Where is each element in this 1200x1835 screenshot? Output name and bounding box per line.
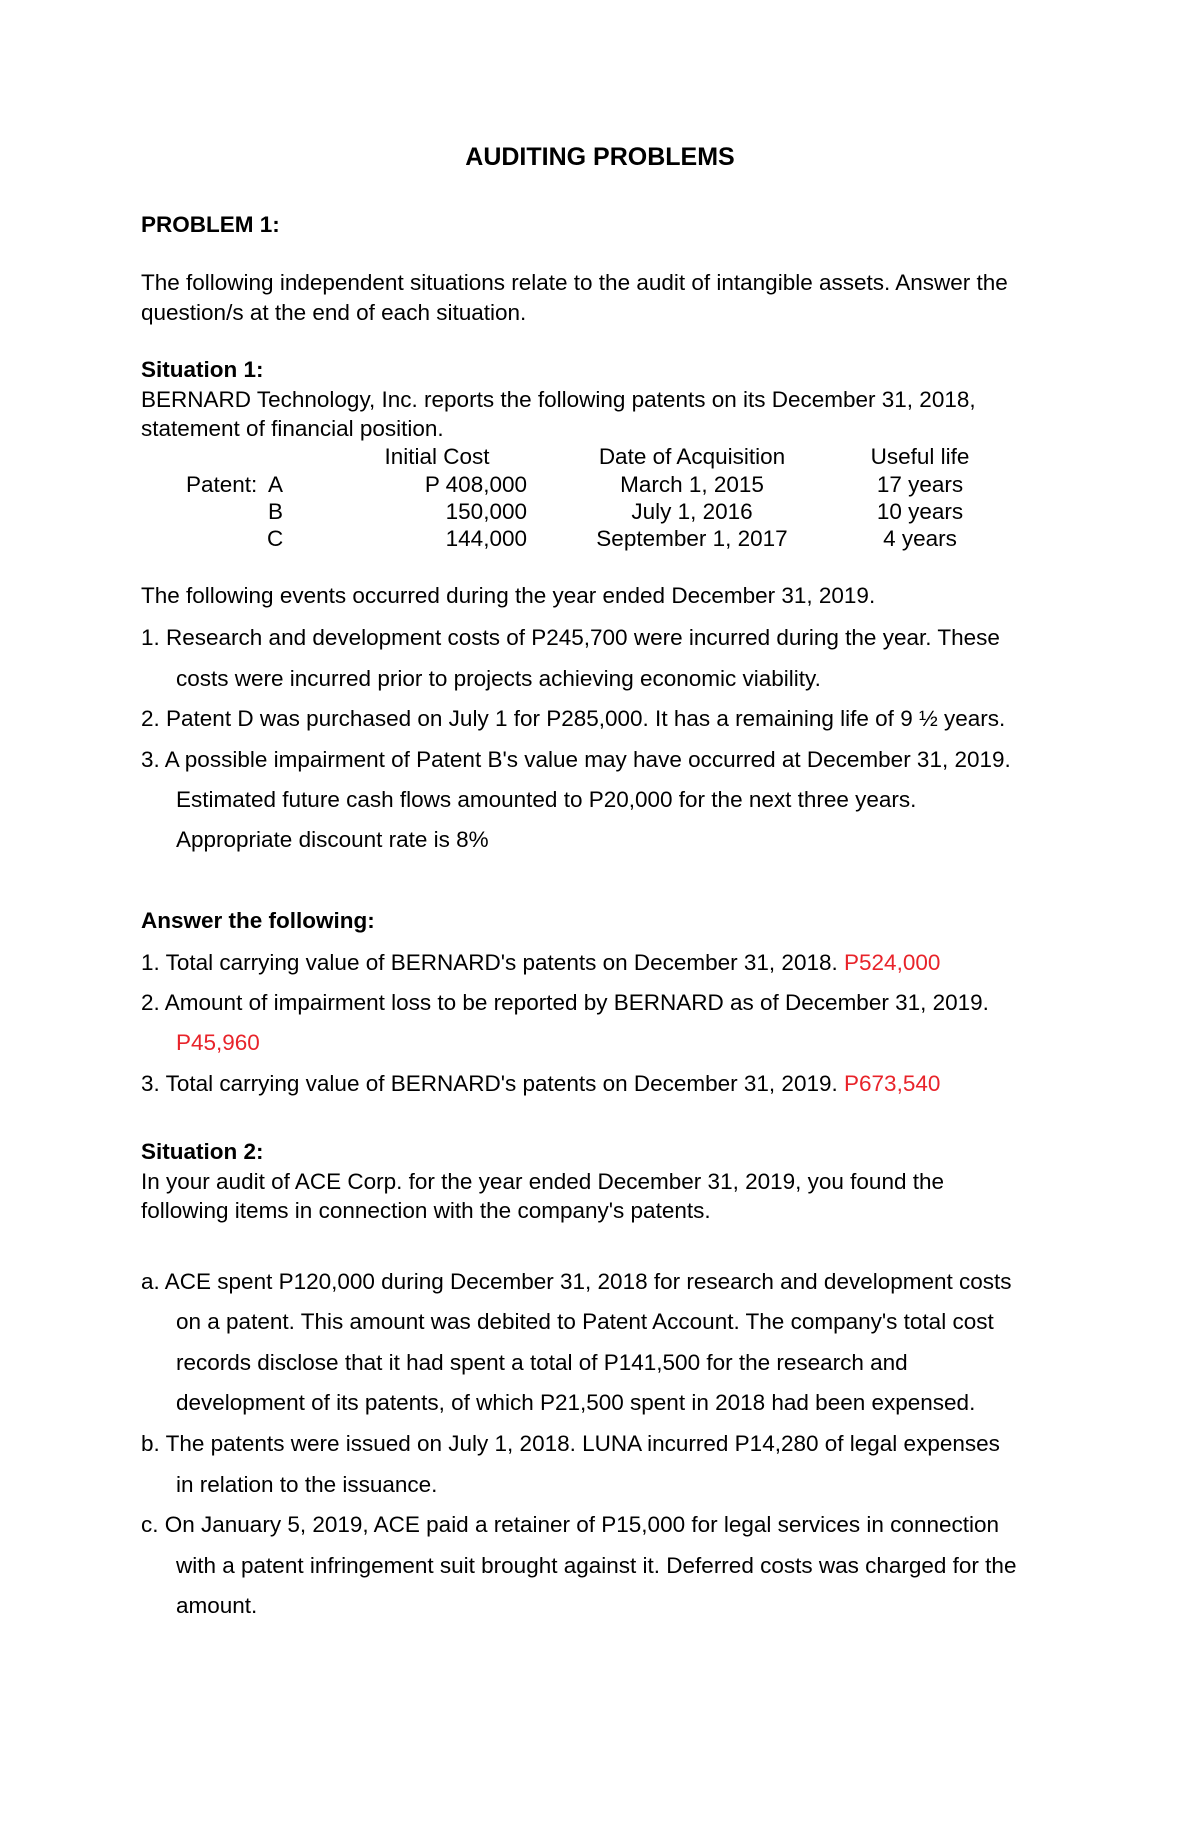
- answer-question: 3. Total carrying value of BERNARD's patents on December 31, 2019.: [141, 1071, 838, 1096]
- event-item-continued: Estimated future cash flows amounted to P20,000 for the next three years.: [176, 787, 917, 812]
- problem-heading: PROBLEM 1:: [141, 212, 280, 237]
- list-item: b. The patents were issued on July 1, 2018. LUNA incurred P14,280 of legal expenses: [141, 1431, 1000, 1456]
- answer-value: P45,960: [176, 1030, 260, 1055]
- situation-text: following items in connection with the company's patents.: [141, 1198, 711, 1223]
- situation-text: statement of financial position.: [141, 416, 444, 441]
- event-item: 3. A possible impairment of Patent B's value may have occurred at December 31, 2019.: [141, 747, 1011, 772]
- list-item-continued: on a patent. This amount was debited to Patent Account. The company's total cost: [176, 1309, 994, 1334]
- event-item: 1. Research and development costs of P245,700 were incurred during the year. These: [141, 625, 1000, 650]
- list-item-continued: in relation to the issuance.: [176, 1472, 438, 1497]
- events-intro: The following events occurred during the year ended December 31, 2019.: [141, 583, 876, 608]
- answer-value: P524,000: [844, 950, 941, 975]
- answer-item: [141, 952, 940, 975]
- event-item-continued: Appropriate discount rate is 8%: [176, 827, 489, 852]
- table-cell-life: 17 years: [876, 472, 964, 497]
- table-cell-life: 10 years: [876, 499, 964, 524]
- list-item-continued: records disclose that it had spent a total of P141,500 for the research and: [176, 1350, 908, 1375]
- table-header-life: Useful life: [870, 444, 970, 469]
- situation-heading: Situation 2:: [141, 1139, 264, 1164]
- table-header-date: Date of Acquisition: [598, 444, 786, 469]
- table-row-label: Patent:: [186, 472, 258, 497]
- answer-heading: Answer the following:: [141, 908, 375, 933]
- list-item: a. ACE spent P120,000 during December 31, 2018 for research and development costs: [141, 1269, 1012, 1294]
- page-title: AUDITING PROBLEMS: [465, 143, 735, 171]
- table-cell-patent: A: [268, 472, 284, 497]
- intro-text: The following independent situations relate to the audit of intangible assets. Answer the: [141, 270, 1008, 295]
- table-cell-cost: P 408,000: [424, 472, 527, 497]
- answer-question: 1. Total carrying value of BERNARD's patents on December 31, 2018.: [141, 950, 838, 975]
- answer-value: P673,540: [844, 1071, 941, 1096]
- table-header-cost: Initial Cost: [384, 444, 490, 469]
- table-cell-date: March 1, 2015: [620, 472, 764, 497]
- list-item-continued: with a patent infringement suit brought against it. Deferred costs was charged for the: [176, 1553, 1017, 1578]
- intro-text: question/s at the end of each situation.: [141, 300, 527, 325]
- situation-text: BERNARD Technology, Inc. reports the following patents on its December 31, 2018,: [141, 387, 976, 412]
- event-item: 2. Patent D was purchased on July 1 for P285,000. It has a remaining life of 9 ½ years.: [141, 706, 1006, 731]
- answer-question: 2. Amount of impairment loss to be reported by BERNARD as of December 31, 2019.: [141, 990, 989, 1015]
- list-item-continued: development of its patents, of which P21,500 spent in 2018 had been expensed.: [176, 1390, 976, 1415]
- answer-item: [141, 1073, 940, 1096]
- table-cell-cost: 150,000: [445, 499, 527, 524]
- table-cell-date: July 1, 2016: [631, 499, 753, 524]
- table-cell-patent: B: [268, 499, 284, 524]
- table-cell-cost: 144,000: [445, 526, 527, 551]
- list-item-continued: amount.: [176, 1593, 258, 1618]
- list-item: c. On January 5, 2019, ACE paid a retainer of P15,000 for legal services in connection: [141, 1512, 1000, 1537]
- event-item-continued: costs were incurred prior to projects achieving economic viability.: [176, 666, 821, 691]
- table-cell-date: September 1, 2017: [596, 526, 788, 551]
- situation-heading: Situation 1:: [141, 357, 264, 382]
- situation-text: In your audit of ACE Corp. for the year ended December 31, 2019, you found the: [141, 1169, 945, 1194]
- table-cell-life: 4 years: [883, 526, 957, 551]
- table-cell-patent: C: [267, 526, 284, 551]
